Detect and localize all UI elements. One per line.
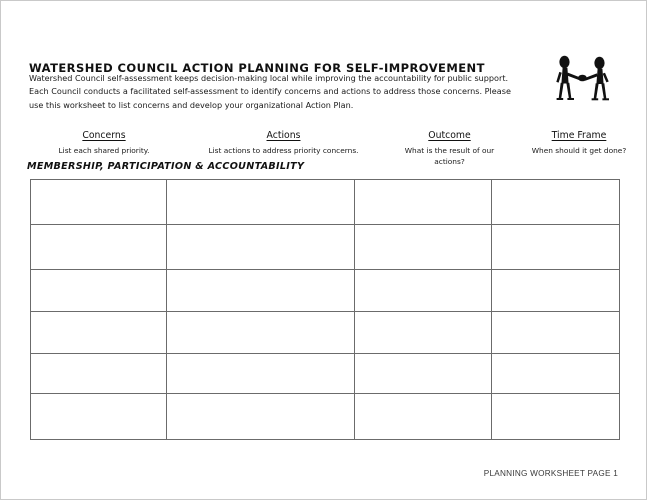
- table-cell-concerns[interactable]: [31, 394, 167, 440]
- column-subtitle: [387, 145, 512, 167]
- column-title: Concerns: [82, 130, 126, 141]
- table-cell-time_frame[interactable]: [492, 225, 620, 270]
- column-subtitle: [514, 145, 644, 156]
- table-cell-concerns[interactable]: [31, 180, 167, 225]
- table-cell-time_frame[interactable]: [492, 180, 620, 225]
- column-subtitle-line: What is the result of our: [404, 146, 495, 155]
- column-title: Time Frame: [551, 130, 607, 141]
- table-cell-outcome[interactable]: [355, 394, 492, 440]
- handshake-figures-icon: [547, 53, 619, 109]
- table-cell-outcome[interactable]: [355, 225, 492, 270]
- table-cell-time_frame[interactable]: [492, 394, 620, 440]
- column-title: Outcome: [428, 130, 471, 141]
- table-row: [31, 312, 620, 354]
- column-header-actions: [181, 123, 386, 156]
- table-cell-outcome[interactable]: [355, 270, 492, 312]
- intro-line-2: Each Council conducts a facilitated self-assessment to identify concerns and actions to address those concerns. Please: [29, 86, 511, 97]
- column-headers: [29, 123, 627, 166]
- column-title: Actions: [266, 130, 301, 141]
- table-row: [31, 354, 620, 394]
- column-subtitle: [29, 145, 179, 156]
- table-cell-time_frame[interactable]: [492, 270, 620, 312]
- table-cell-actions[interactable]: [167, 180, 355, 225]
- table-cell-actions[interactable]: [167, 270, 355, 312]
- table-cell-actions[interactable]: [167, 394, 355, 440]
- table-cell-concerns[interactable]: [31, 312, 167, 354]
- intro-paragraph: [29, 72, 529, 112]
- table-cell-concerns[interactable]: [31, 270, 167, 312]
- column-subtitle: [181, 145, 386, 156]
- table-cell-concerns[interactable]: [31, 354, 167, 394]
- planning-table-body: [31, 180, 620, 440]
- column-subtitle-line: List actions to address priority concerns.: [208, 146, 359, 155]
- table-row: [31, 394, 620, 440]
- intro-line-3: use this worksheet to list concerns and develop your organizational Action Plan.: [29, 99, 354, 110]
- table-row: [31, 270, 620, 312]
- table-cell-outcome[interactable]: [355, 354, 492, 394]
- table-cell-actions[interactable]: [167, 312, 355, 354]
- table-cell-time_frame[interactable]: [492, 354, 620, 394]
- table-cell-time_frame[interactable]: [492, 312, 620, 354]
- column-header-outcome: [387, 123, 512, 167]
- section-heading: MEMBERSHIP, PARTICIPATION & ACCOUNTABILITY: [27, 161, 305, 172]
- table-cell-outcome[interactable]: [355, 180, 492, 225]
- column-subtitle-line: When should it get done?: [531, 146, 627, 155]
- table-cell-concerns[interactable]: [31, 225, 167, 270]
- column-subtitle-line: List each shared priority.: [58, 146, 150, 155]
- table-row: [31, 180, 620, 225]
- column-header-time-frame: [514, 123, 644, 156]
- column-subtitle-line: actions?: [434, 157, 465, 166]
- page-footer: PLANNING WORKSHEET PAGE 1: [483, 469, 618, 478]
- table-row: [31, 225, 620, 270]
- page-title: WATERSHED COUNCIL ACTION PLANNING FOR SELF-IMPROVEMENT: [29, 60, 485, 75]
- column-header-concerns: [29, 123, 179, 156]
- table-cell-actions[interactable]: [167, 354, 355, 394]
- intro-line-1: Watershed Council self-assessment keeps decision-making local while improving the accountability for public support.: [29, 73, 509, 83]
- table-cell-outcome[interactable]: [355, 312, 492, 354]
- planning-table: [30, 179, 620, 440]
- table-cell-actions[interactable]: [167, 225, 355, 270]
